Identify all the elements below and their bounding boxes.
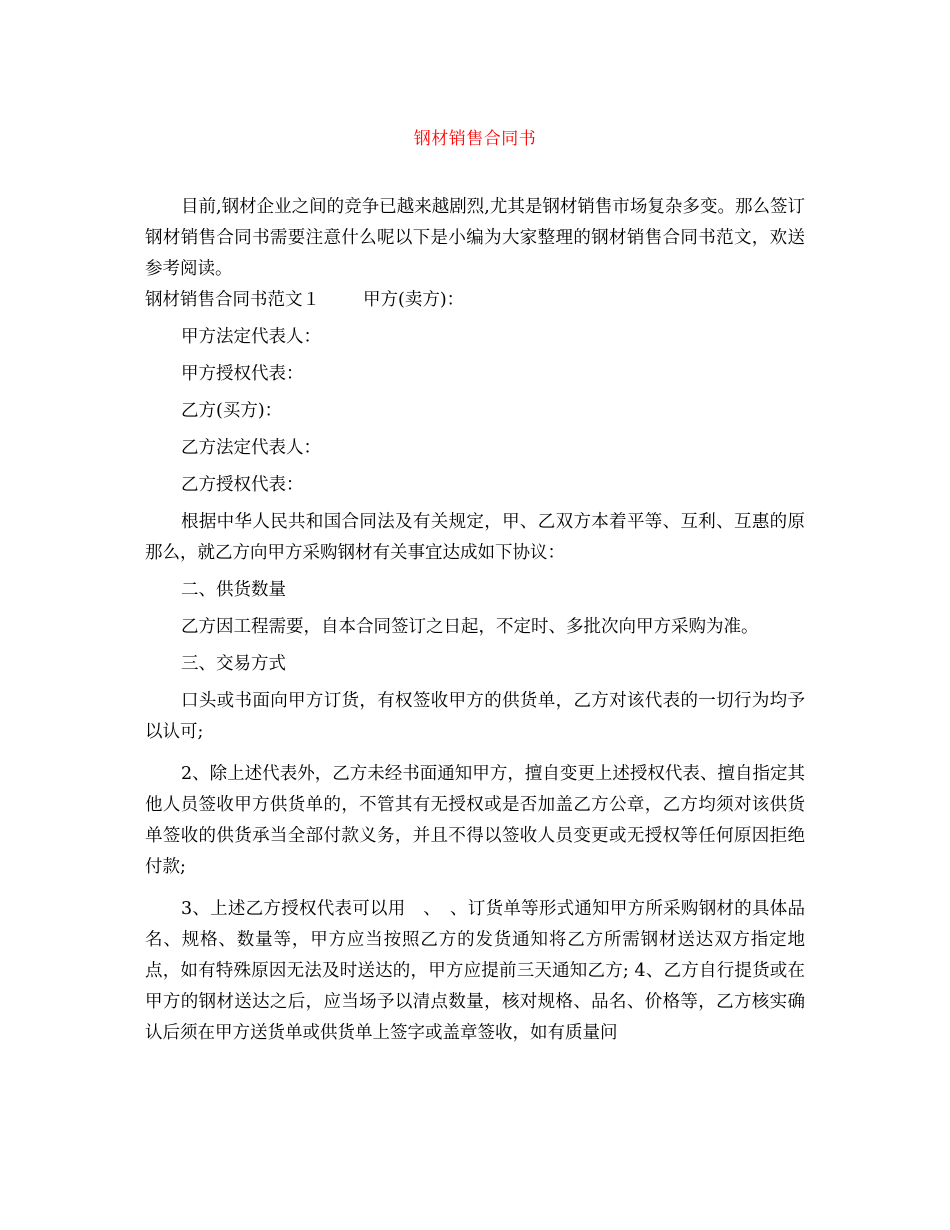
section3-item2: 2、除上述代表外，乙方未经书面通知甲方，擅自变更上述授权代表、擅自指定其他人员签收甲方供货单的，不管其有无授权或是否加盖乙方公章，乙方均须对该供货单签收的供货承当全部付款义务，并且不得以签收人员变更或无授权等任何原因拒绝付款; (145, 764, 805, 877)
section2-heading: 二、供货数量 (181, 580, 286, 600)
document-title: 钢材销售合同书 (413, 129, 537, 149)
section3-item1: 口头或书面向甲方订货，有权签收甲方的供货单，乙方对该代表的一切行为均予以认可; (145, 691, 805, 742)
intro-paragraph: 目前,钢材企业之间的竞争已越来越剧烈,尤其是钢材销售市场复杂多变。那么签订钢材销售合同书需要注意什么呢以下是小编为大家整理的钢材销售合同书范文，欢送参考阅读。 (145, 197, 805, 279)
party-b-label: 乙方(买方)： (181, 401, 283, 421)
party-b-auth-rep: 乙方授权代表： (181, 475, 304, 495)
sample-heading: 钢材销售合同书范文１ (145, 290, 320, 310)
sample-heading-line (145, 285, 805, 316)
document-body (145, 192, 805, 1049)
party-a-legal-rep: 甲方法定代表人： (181, 327, 321, 347)
party-a-label: 甲方(卖方)： (363, 290, 465, 310)
section3-item3: 3、上述乙方授权代表可以用 、 、订货单等形式通知甲方所采购钢材的具体品名、规格、数量等，甲方应当按照乙方的发货通知将乙方所需钢材送达双方指定地点，如有特殊原因无法及时送达的，甲方应提前三天通知乙方; 4、乙方自行提货或在甲方的钢材送达之后，应当场予以清点数量，核对规格、品名、价格等，乙方核实确认后须在甲方送货单或供货单上签字或盖章签收，如有质量问 (145, 899, 805, 1043)
section2-text: 乙方因工程需要，自本合同签订之日起，不定时、多批次向甲方采购为准。 (181, 617, 759, 637)
preamble-paragraph: 根据中华人民共和国合同法及有关规定，甲、乙双方本着平等、互利、互惠的原那么，就乙方向甲方采购钢材有关事宜达成如下协议： (145, 512, 805, 563)
party-b-legal-rep: 乙方法定代表人： (181, 438, 321, 458)
section3-heading: 三、交易方式 (181, 654, 286, 674)
party-a-auth-rep: 甲方授权代表： (181, 364, 304, 384)
